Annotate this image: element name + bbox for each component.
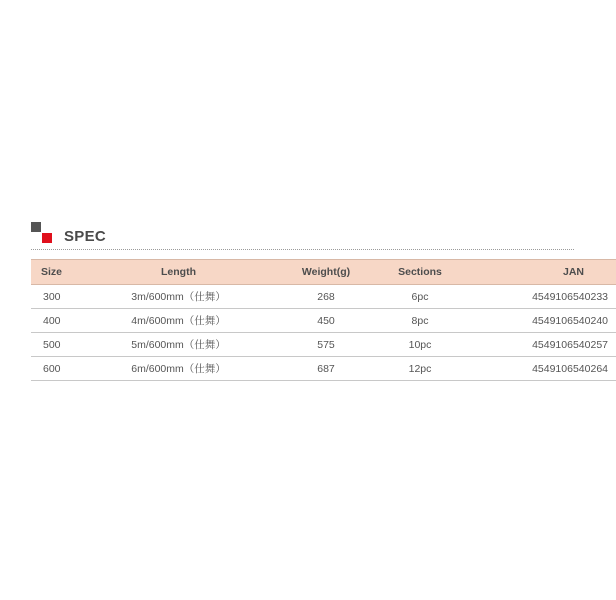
header-jan: JAN	[459, 260, 616, 285]
cell-size: 500	[31, 333, 86, 357]
table-row	[31, 357, 616, 381]
cell-weight: 575	[271, 333, 381, 357]
header-sections: Sections	[381, 260, 459, 285]
table-row	[31, 333, 616, 357]
table-body	[31, 285, 616, 381]
cell-sections: 12pc	[381, 357, 459, 381]
cell-length: 4m/600mm（仕舞）	[86, 309, 271, 333]
spec-title: SPEC	[64, 228, 107, 245]
cell-length: 6m/600mm（仕舞）	[86, 357, 271, 381]
marker-gray-square	[31, 222, 41, 232]
spec-header	[31, 222, 574, 250]
cell-jan: 4549106540240	[459, 309, 616, 333]
cell-length: 3m/600mm（仕舞）	[86, 285, 271, 309]
cell-weight: 687	[271, 357, 381, 381]
cell-sections: 6pc	[381, 285, 459, 309]
spec-section	[31, 222, 608, 375]
cell-jan: 4549106540257	[459, 333, 616, 357]
table-row	[31, 285, 616, 309]
cell-size: 600	[31, 357, 86, 381]
cell-sections: 10pc	[381, 333, 459, 357]
header-weight: Weight(g)	[271, 260, 381, 285]
table-head	[31, 260, 616, 285]
cell-weight: 450	[271, 309, 381, 333]
cell-weight: 268	[271, 285, 381, 309]
spec-table	[31, 259, 616, 381]
cell-size: 400	[31, 309, 86, 333]
header-size: Size	[31, 260, 86, 285]
header-length: Length	[86, 260, 271, 285]
table-row	[31, 309, 616, 333]
cell-length: 5m/600mm（仕舞）	[86, 333, 271, 357]
marker-red-square	[42, 233, 52, 243]
cell-size: 300	[31, 285, 86, 309]
section-marker-icon	[31, 222, 55, 246]
header-row	[31, 260, 616, 285]
dotted-divider	[31, 249, 574, 250]
cell-sections: 8pc	[381, 309, 459, 333]
cell-jan: 4549106540233	[459, 285, 616, 309]
cell-jan: 4549106540264	[459, 357, 616, 381]
